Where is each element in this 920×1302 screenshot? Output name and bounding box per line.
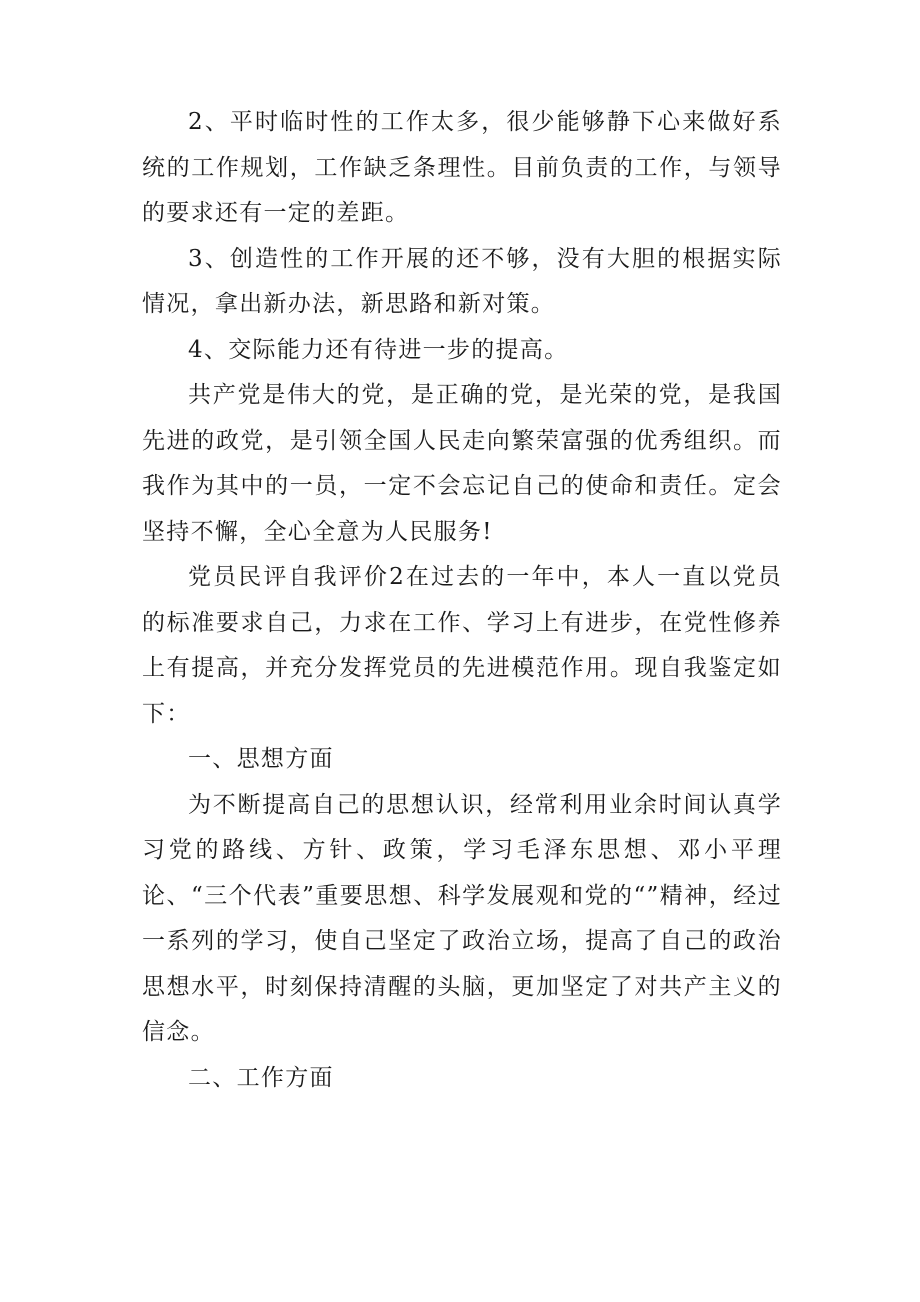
paragraph-point-2: 2、平时临时性的工作太多，很少能够静下心来做好系统的工作规划，工作缺乏条理性。目前负责的工作，与领导的要求还有一定的差距。 (142, 109, 782, 226)
paragraph-point-3: 3、创造性的工作开展的还不够，没有大胆的根据实际情况，拿出新办法，新思路和新对策。 (142, 245, 782, 317)
section-heading-work: 二、工作方面 (188, 1064, 334, 1091)
paragraph-self-evaluation-intro: 党员民评自我评价2在过去的一年中，本人一直以党员的标准要求自己，力求在工作、学习上有进步，在党性修养上有提高，并充分发挥党员的先进模范作用。现自我鉴定如下： (142, 564, 782, 727)
paragraph-party-statement: 共产党是伟大的党，是正确的党，是光荣的党，是我国先进的政党，是引领全国人民走向繁荣富强的优秀组织。而我作为其中的一员，一定不会忘记自己的使命和责任。定会坚持不懈，全心全意为人民服务! (142, 382, 782, 545)
paragraph-ideology: 为不断提高自己的思想认识，经常利用业余时间认真学习党的路线、方针、政策，学习毛泽东思想、邓小平理论、“三个代表”重要思想、科学发展观和党的“”精神，经过一系列的学习，使自己坚定了政治立场，提高了自己的政治思想水平，时刻保持清醒的头脑，更加坚定了对共产主义的信念。 (142, 791, 782, 1045)
paragraph-point-4: 4、交际能力还有待进一步的提高。 (188, 336, 569, 363)
section-heading-ideology: 一、思想方面 (188, 746, 334, 772)
document-page (142, 100, 782, 1101)
